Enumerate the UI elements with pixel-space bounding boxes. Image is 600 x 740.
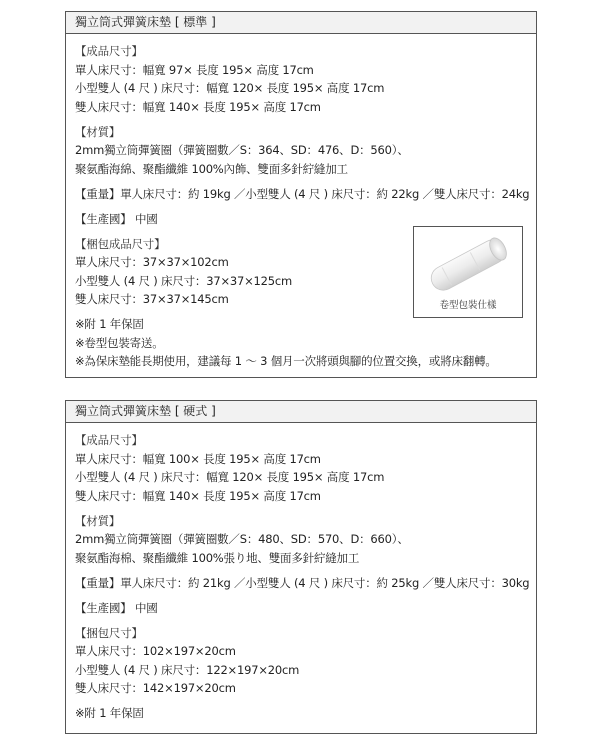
material-line: 2mm獨立筒彈簧圈（彈簧圈數／S：480、SD：570、D：660）、 [75, 532, 409, 546]
package-line: 單人床尺寸：37×37×102cm [75, 255, 229, 269]
size-line: 小型雙人 (4 尺 ) 床尺寸：幅寬 120× 長度 195× 高度 17cm [75, 470, 385, 484]
box-body [66, 34, 536, 371]
size-line: 雙人床尺寸：幅寬 140× 長度 195× 高度 17cm [75, 99, 321, 114]
material-line: 聚氨酯海綿、聚酯纖維 100%內飾、雙面多針紵縫加工 [75, 161, 348, 176]
rolled-mattress-image [413, 226, 523, 318]
package-line: 小型雙人 (4 尺 ) 床尺寸：37×37×125cm [75, 273, 293, 288]
note-line: ※卷型包裝寄送。 [75, 335, 164, 350]
box-body [66, 423, 536, 723]
package-line: 單人床尺寸：102×197×20cm [75, 644, 236, 658]
size-line: 小型雙人 (4 尺 ) 床尺寸：幅寬 120× 長度 195× 高度 17cm [75, 81, 385, 95]
weight-line: 【重量】單人床尺寸：約 21kg ／小型雙人 (4 尺 ) 床尺寸：約 25kg ／雙人床尺寸：30kg [75, 575, 530, 590]
package-line: 雙人床尺寸：37×37×145cm [75, 292, 229, 306]
weight-line: 【重量】單人床尺寸：約 19kg ／小型雙人 (4 尺 ) 床尺寸：約 22kg ／雙人床尺寸：24kg [75, 186, 530, 201]
material-label: 【材質】 [75, 513, 121, 528]
package-label: 【梱包成品尺寸】 [75, 236, 166, 251]
note-line: ※附 1 年保固 [75, 317, 144, 331]
size-line: 雙人床尺寸：幅寬 140× 長度 195× 高度 17cm [75, 488, 321, 503]
note-line: ※為保床墊能長期使用，建議每 1 ～ 3 個月一次將頭與腳的位置交換，或將床翻轉。 [75, 354, 497, 368]
spec-box-standard [65, 11, 537, 378]
package-line: 小型雙人 (4 尺 ) 床尺寸：122×197×20cm [75, 662, 300, 677]
package-line: 雙人床尺寸：142×197×20cm [75, 681, 236, 695]
size-line: 單人床尺寸：幅寬 97× 長度 195× 高度 17cm [75, 62, 314, 77]
material-label: 【材質】 [75, 124, 121, 139]
image-caption: 卷型包裝仕樣 [439, 300, 497, 311]
origin-line: 【生產國】 中國 [75, 600, 158, 615]
material-line: 聚氨酯海棉、聚酯纖維 100%張り地、雙面多針紵縫加工 [75, 550, 360, 565]
size-label: 【成品尺寸】 [75, 433, 143, 447]
note-line: ※附 1 年保固 [75, 706, 144, 720]
spec-box-hard [65, 400, 537, 734]
package-label: 【捆包尺寸】 [75, 625, 143, 640]
size-label: 【成品尺寸】 [75, 44, 143, 58]
box-title: 獨立筒式彈簧床墊 [ 硬式 ] [66, 401, 536, 423]
material-line: 2mm獨立筒彈簧圈（彈簧圈數／S：364、SD：476、D：560）、 [75, 143, 409, 157]
origin-line: 【生產國】 中國 [75, 211, 158, 226]
size-line: 單人床尺寸：幅寬 100× 長度 195× 高度 17cm [75, 451, 321, 466]
box-title: 獨立筒式彈簧床墊 [ 標準 ] [66, 12, 536, 34]
